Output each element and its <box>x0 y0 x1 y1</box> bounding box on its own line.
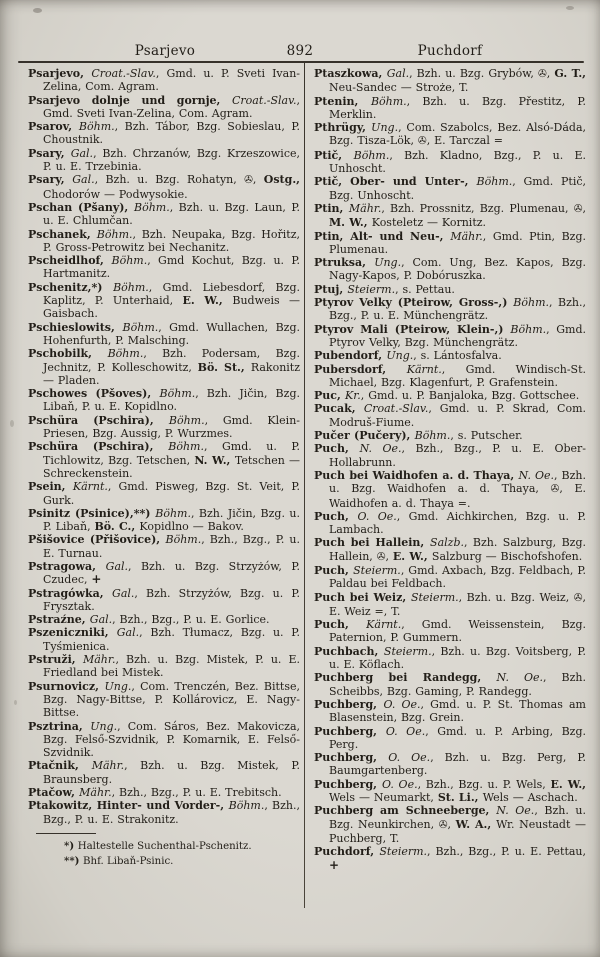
region-abbrev: Böhm. <box>134 200 170 214</box>
entry-text: , Bzh. Salzburg, Bzg. Hallein, <box>329 536 586 563</box>
place-name: Pszeniczniki, <box>28 626 117 640</box>
left-column <box>28 67 300 870</box>
region-abbrev: Steierm. <box>383 644 432 658</box>
region-abbrev: O. Oe. <box>388 751 431 765</box>
entry-text: , Gmd. Windisch-St. Michael, Bzg. Klagenfurt, P. Grafenstein. <box>329 362 586 389</box>
gazetteer-entry <box>314 645 586 672</box>
place-name: Puchberg am Schneeberge, <box>314 804 497 818</box>
entry-text: , <box>385 549 393 563</box>
winged-wheel-icon: ✇ <box>537 68 547 80</box>
cross-icon: + <box>91 572 102 587</box>
entry-text: Wr. Neustadt — Puchberg, T. <box>329 817 586 845</box>
gazetteer-entry <box>28 201 300 228</box>
place-name: Pschobilk, <box>28 347 108 361</box>
entry-text: , Bzh., Bzg., P. u. E. Strakonitz. <box>43 799 300 826</box>
winged-wheel-icon: ✇ <box>550 483 560 496</box>
entry-text: , Gmd. u. P. Banjaloka, Bzg. Gottschee. <box>360 389 580 403</box>
railway-code: E. W., <box>550 777 586 791</box>
entry-text: , Bzh., Bzg., P. u. E. Gorlice. <box>112 613 270 627</box>
entry-text: , Bzh. u. Bzg. Mistek, P. Braunsberg. <box>43 759 300 786</box>
entry-text: , Bzh. u. Bzg. Přestitz, P. Merklin. <box>329 94 586 121</box>
place-name: Psein, <box>28 480 73 494</box>
place-name: Pucak, <box>314 402 364 416</box>
entry-text: Haltestelle Suchenthal-Pschenitz. <box>77 841 252 853</box>
gazetteer-entry <box>314 67 586 95</box>
region-abbrev: Böhm. <box>353 148 390 162</box>
region-abbrev: Böhm. <box>228 799 265 813</box>
place-name: Psary, <box>28 173 73 187</box>
entry-text: , Gmd. Liebesdorf, Bzg. Kaplitz, P. Unterhaid, <box>43 280 300 308</box>
gazetteer-entry <box>28 281 300 321</box>
place-name: Pstraźne, <box>28 613 90 627</box>
entry-text: , Gmd. Aichkirchen, Bzg. u. P. Lambach. <box>329 509 586 537</box>
region-abbrev: O. Oe. <box>382 777 418 791</box>
gazetteer-entry <box>314 698 586 725</box>
entry-text: Kosteletz — Kornitz. <box>371 216 487 230</box>
place-name: Puchberg, <box>314 777 382 791</box>
entry-text: , Bzh., Bzg., P. u. E. Pettau, <box>427 845 587 859</box>
entry-text: , E. Weiz =, T. <box>329 590 587 618</box>
gazetteer-entry <box>314 845 586 872</box>
place-name: Pschüra (Pschira), <box>28 413 169 427</box>
region-abbrev: Mähr. <box>91 759 125 773</box>
region-abbrev: Mähr. <box>348 201 382 215</box>
entry-text: , Gmd. Wullachen, Bzg. Hohenfurth, P. Malsching. <box>43 320 300 347</box>
place-name: Pschieslowits, <box>28 320 123 334</box>
gazetteer-entry <box>28 786 300 799</box>
entry-text: , Com. Trenczén, Bez. Bittse, Bzg. Nagy-Bittse, P. Kollárovicz, E. Nagy-Bittse. <box>43 679 300 720</box>
entry-text: , Bzh. u. Bzg. Waidhofen a. d. Thaya, <box>329 468 586 496</box>
entry-text: , Gmd. u. P. Tichlowitz, Bzg. Tetschen, <box>43 440 300 467</box>
region-abbrev: Böhm. <box>155 506 191 520</box>
region-abbrev: Mähr. <box>82 653 116 667</box>
place-name: Psarov, <box>28 120 79 134</box>
place-name: Puch bei Hallein, <box>314 536 431 550</box>
entry-text: Chodorów — Podwysokie. <box>43 187 188 201</box>
region-abbrev: Ung. <box>386 349 414 363</box>
scan-speck <box>10 420 14 427</box>
region-abbrev: Gal. <box>116 626 140 640</box>
gazetteer-entry <box>314 618 586 645</box>
entry-text: , Bzh., Bzg., P. u. E. Turnau. <box>43 533 300 560</box>
entry-text: , Gmd. u. P. Sveti Ivan-Zelina, Com. Agram. <box>43 67 300 94</box>
scan-speck <box>14 700 17 705</box>
gazetteer-entry <box>314 469 586 510</box>
gazetteer-entry <box>314 751 586 778</box>
gazetteer-entry <box>28 228 300 255</box>
entry-text: , Bzh. Jičin, Bzg. Libaň, P. u. E. Kopidlno. <box>43 387 300 414</box>
entry-text: Neu-Sandec — Stroże, T. <box>329 81 469 95</box>
place-name: Puchberg, <box>314 697 384 711</box>
region-abbrev: Ung. <box>374 256 402 270</box>
entry-text: , E. Tarczal = <box>426 134 503 148</box>
entry-text: , Gmd Kochut, Bzg. u. P. Hartmanitz. <box>43 254 301 281</box>
place-name: Ptaszkowa, <box>314 67 387 80</box>
region-abbrev: Böhm. <box>165 533 202 547</box>
region-abbrev: Böhm. <box>159 387 196 401</box>
region-abbrev: Böhm. <box>370 94 407 108</box>
gazetteer-entry <box>28 67 300 94</box>
gazetteer-entry <box>28 680 300 720</box>
gazetteer-entry <box>314 591 586 619</box>
region-abbrev: Böhm. <box>78 120 115 134</box>
region-abbrev: Mähr. <box>450 229 483 243</box>
region-abbrev: Gal. <box>70 146 94 160</box>
place-name: Ptyrov Velky (Pteirow, Gross-,) <box>314 296 514 310</box>
running-header <box>0 43 600 61</box>
region-abbrev: Böhm. <box>168 413 205 427</box>
region-abbrev: Böhm. <box>414 429 451 443</box>
railway-code: G. T., <box>554 67 586 80</box>
place-name: Psary, <box>28 146 71 160</box>
region-abbrev: Steierm. <box>353 563 401 577</box>
entry-text: Kopidlno — Bakov. <box>139 520 244 534</box>
region-abbrev: Böhm. <box>168 440 204 454</box>
gazetteer-entry <box>28 440 300 480</box>
place-name: Puch, <box>314 442 360 456</box>
gazetteer-entry <box>28 414 300 441</box>
region-abbrev: Gal. <box>105 559 129 573</box>
gazetteer-entry <box>28 254 300 281</box>
gazetteer-entry <box>314 363 586 390</box>
gazetteer-entry <box>28 720 300 760</box>
gazetteer-entry <box>314 175 586 202</box>
entry-text: , Bzh. Podersam, Bzg. Jechnitz, P. Kolleschowitz, <box>43 347 300 374</box>
gazetteer-entry <box>314 149 586 176</box>
region-abbrev: Steierm. <box>410 590 459 604</box>
region-abbrev: Böhm. <box>476 175 513 189</box>
gazetteer-entry <box>314 402 586 429</box>
entry-text: , <box>546 67 555 80</box>
place-name: Ptič, Ober- und Unter-, <box>314 175 477 189</box>
railway-code: Ostg., <box>263 173 300 187</box>
place-name: Puchberg, <box>314 751 389 765</box>
place-name: Psarjevo, <box>28 67 92 80</box>
entry-text: , s. Lántosfalva. <box>413 349 502 363</box>
header-keyword-right: Puchdorf <box>417 43 483 59</box>
entry-text: , Bzh. u. Bzg. Voitsberg, P. u. E. Köflach. <box>329 644 586 672</box>
footnote-rule <box>36 833 96 834</box>
entry-text: , Gmd. u. P. Arbing, Bzg. Perg. <box>329 724 587 751</box>
place-name: Psurnovicz, <box>28 679 105 693</box>
region-abbrev: Böhm. <box>122 320 159 334</box>
railway-code: W. A., <box>455 817 497 831</box>
entry-text: , <box>252 173 264 187</box>
place-name: *) <box>64 840 78 853</box>
gazetteer-entry <box>28 653 300 680</box>
gazetteer-entry <box>28 347 300 387</box>
gazetteer-entry <box>28 147 300 174</box>
place-name: Ptačnik, <box>28 759 92 773</box>
gazetteer-entry <box>28 626 300 653</box>
place-name: Ptakowitz, Hinter- und Vorder-, <box>28 799 229 813</box>
railway-code: Bö. St., <box>197 360 251 374</box>
region-abbrev: Böhm. <box>513 296 549 310</box>
region-abbrev: N. Oe. <box>359 442 402 456</box>
entry-text: , Bzh. Strzyżów, Bzg. u. P. Frysztak. <box>43 586 300 613</box>
gazetteer-entry <box>314 349 586 362</box>
scan-speck <box>566 6 574 10</box>
gazetteer-entry <box>28 613 300 626</box>
region-abbrev: Gal. <box>112 586 135 600</box>
winged-wheel-icon: ✇ <box>244 174 253 187</box>
entry-text: , Bzh. Scheibbs, Bzg. Gaming, P. Randegg. <box>329 671 587 698</box>
page-number: 892 <box>286 43 314 59</box>
region-abbrev: Böhm. <box>113 280 149 294</box>
entry-text: , Bzh. u. Bzg. Rohatyn, <box>94 173 245 187</box>
railway-code: Bö. C., <box>94 520 140 534</box>
region-abbrev: Ung. <box>104 679 132 693</box>
place-name: Psarjevo dolnje und gornje, <box>28 93 232 107</box>
gazetteer-entry <box>28 387 300 414</box>
region-abbrev: Böhm. <box>111 254 148 268</box>
gazetteer-entry <box>314 429 586 442</box>
header-rule <box>18 61 584 63</box>
gazetteer-entry <box>314 778 586 805</box>
region-abbrev: Böhm. <box>510 322 547 336</box>
entry-text: Salzburg — Bischofshofen. <box>431 549 583 563</box>
winged-wheel-icon: ✇ <box>438 818 448 831</box>
footnote <box>28 840 300 853</box>
place-name: Ptenin, <box>314 94 371 108</box>
place-name: Pstragowa, <box>28 559 106 573</box>
region-abbrev: Mähr. <box>79 786 112 800</box>
place-name: Ptič, <box>314 148 354 162</box>
region-abbrev: Gal. <box>72 173 95 187</box>
entry-text: , Gmd. Ptyrov Velky, Bzg. Münchengrätz. <box>329 322 586 349</box>
gazetteer-entry <box>314 442 586 469</box>
entry-text: , Gmd. Ptin, Bzg. Plumenau. <box>329 229 586 256</box>
gazetteer-entry <box>314 804 586 845</box>
place-name: Pschowes (Pšoves), <box>28 387 160 401</box>
region-abbrev: Kärnt. <box>366 618 402 632</box>
entry-text: , Bzh. Kladno, Bzg., P. u. E. Unhoscht. <box>329 148 586 176</box>
region-abbrev: O. Oe. <box>383 697 421 711</box>
entry-text: , s. Putscher. <box>450 429 523 443</box>
entry-text: , s. Pettau. <box>395 282 455 296</box>
gazetteer-entry <box>314 95 586 122</box>
place-name: Ptruksa, <box>314 256 375 270</box>
entry-text: , <box>447 817 456 831</box>
gazetteer-entry <box>314 536 586 564</box>
entry-text: , E. Waidhofen a. d. Thaya =. <box>329 482 587 510</box>
place-name: Pstragówka, <box>28 586 113 600</box>
header-keyword-left: Psarjevo <box>134 43 196 59</box>
place-name: Ptin, Alt- und Neu-, <box>314 229 451 243</box>
place-name: Puch, <box>314 563 354 577</box>
entry-text: Wels — Aschach. <box>482 791 578 805</box>
entry-text: , Bzh., Bzg., P. u. E. Trebitsch. <box>111 786 282 800</box>
entry-text: , Bzh. u. Bzg. Neunkirchen, <box>329 804 586 831</box>
region-abbrev: Salzb. <box>430 536 464 550</box>
place-name: Pschenitz,*) <box>28 280 114 294</box>
winged-wheel-icon: ✇ <box>573 202 583 215</box>
region-abbrev: N. Oe. <box>518 468 555 482</box>
region-abbrev: Kärnt. <box>72 480 108 494</box>
gazetteer-entry <box>314 121 586 149</box>
place-name: Pscheidlhof, <box>28 254 112 268</box>
entry-text: , Gmd. Weissenstein, Bzg. Paternion, P. Gummern. <box>329 618 586 645</box>
region-abbrev: Ung. <box>90 719 118 733</box>
gazetteer-entry <box>28 94 300 121</box>
gazetteer-entry <box>28 533 300 560</box>
gazetteer-entry <box>28 799 300 826</box>
entry-text: , Com. Szabolcs, Bez. Alsó-Dáda, Bzg. Tisza-Lök, <box>329 121 587 148</box>
region-abbrev: Steierm. <box>379 845 428 859</box>
place-name: Pthrügy, <box>314 121 372 135</box>
gazetteer-entry <box>314 323 586 350</box>
region-abbrev: Gal. <box>89 613 113 627</box>
place-name: Puch bei Waidhofen a. d. Thaya, <box>314 468 519 482</box>
gazetteer-entry <box>314 202 586 230</box>
region-abbrev: Böhm. <box>107 347 144 361</box>
place-name: Ptin, <box>314 201 349 215</box>
place-name: Ptačow, <box>28 786 80 800</box>
gazetteer-entry <box>28 507 300 534</box>
gazetteer-entry <box>314 230 586 257</box>
scan-speck <box>33 8 42 13</box>
place-name: Puch bei Weiz, <box>314 590 411 604</box>
entry-text: , Bzh. Chrzanów, Bzg. Krzeszowice, P. u. E. Trzebinia. <box>43 146 300 174</box>
region-abbrev: N. Oe. <box>496 671 544 685</box>
gazetteer-entry <box>314 725 586 752</box>
gazetteer-entry <box>28 173 300 201</box>
footnote <box>28 855 300 868</box>
column-divider-rule <box>304 63 305 908</box>
gazetteer-entry <box>314 283 586 296</box>
entry-text: , Gmd. u. P. Skrad, Com. Modruš-Fiume. <box>329 402 586 429</box>
place-name: Ptuj, <box>314 282 348 296</box>
gazetteer-entry <box>314 510 586 537</box>
entry-text: , Bzh., Bzg., P. u. E. Ober-Hollabrunn. <box>329 442 586 469</box>
region-abbrev: Steierm. <box>347 282 396 296</box>
place-name: **) <box>64 855 84 868</box>
cross-icon: + <box>329 857 340 872</box>
entry-text: , Com. Sáros, Bez. Makovicza, Bzg. Felső-Szvidnik, P. Komarnik, E. Felső-Szvidnik. <box>43 719 301 760</box>
place-name: Pubendorf, <box>314 349 387 363</box>
gazetteer-entry <box>28 321 300 348</box>
gazetteer-entry <box>28 587 300 614</box>
place-name: Puch, <box>314 618 367 632</box>
entry-text: , Bzh. u. Bzg. Weiz, <box>458 590 574 604</box>
gazetteer-entry <box>28 560 300 587</box>
entry-text: , Bzh. Tłumacz, Bzg. u. P. Tyśmienica. <box>43 626 300 653</box>
place-name: Pschüra (Pschira), <box>28 440 169 454</box>
gazetteer-entry <box>314 564 586 591</box>
place-name: Pšišovice (Přišovice), <box>28 533 166 547</box>
place-name: Puchdorf, <box>314 845 380 859</box>
entry-text: , Gmd. Klein-Priesen, Bzg. Aussig, P. Wurzmes. <box>43 413 300 441</box>
place-name: Puchberg, <box>314 724 386 738</box>
gazetteer-entry <box>314 296 586 323</box>
right-column <box>314 67 586 872</box>
winged-wheel-icon: ✇ <box>573 591 583 604</box>
gazetteer-entry <box>28 759 300 786</box>
entry-text: , Bzh. Prossnitz, Bzg. Plumenau, <box>381 201 574 215</box>
entry-text: , Bzh. Neupaka, Bzg. Hořitz, P. Gross-Petrowitz bei Nechanitz. <box>43 227 301 254</box>
place-name: Ptyrov Mali (Pteirow, Klein-,) <box>314 322 511 336</box>
entry-text: , Bzh. Jičin, Bzg. u. P. Libaň, <box>43 506 300 534</box>
entry-text: , Gmd. Ptič, Bzg. Unhoscht. <box>329 175 586 202</box>
region-abbrev: Gal. <box>386 67 410 80</box>
gazetteer-entry <box>314 671 586 698</box>
region-abbrev: Kr. <box>345 389 361 403</box>
entry-text: , Gmd. Sveti Ivan-Zelina, Com. Agram. <box>43 93 300 120</box>
entry-text: , Gmd. Pisweg, Bzg. St. Veit, P. Gurk. <box>43 480 301 507</box>
region-abbrev: O. Oe. <box>357 509 397 523</box>
entry-text: , Com. Ung, Bez. Kapos, Bzg. Nagy-Kapos, P. Dobóruszka. <box>329 256 586 283</box>
place-name: Pschan (Pšany), <box>28 200 135 214</box>
gazetteer-entry <box>314 389 586 402</box>
entry-text: , Bzh. u. Bzg. Strzyżów, P. Czudec, <box>43 559 300 587</box>
railway-code: St. Li., <box>437 791 483 805</box>
region-abbrev: N. Oe. <box>496 804 535 818</box>
place-name: Puc, <box>314 389 346 403</box>
entry-text: , Bzh., Bzg. u. P. Wels, <box>417 777 551 791</box>
region-abbrev: Croat.-Slav. <box>363 402 429 416</box>
entry-text: , Bzh. Tábor, Bzg. Sobieslau, P. Choustnik. <box>43 120 301 147</box>
place-name: Pučer (Pučery), <box>314 429 415 443</box>
entry-text: Wels — Neumarkt, <box>329 791 438 805</box>
entry-text: Budweis — Gaisbach. <box>43 294 300 321</box>
place-name: Pstruži, <box>28 653 83 667</box>
winged-wheel-icon: ✇ <box>417 135 427 148</box>
entry-text: Bhf. Libaň-Psinic. <box>83 856 174 868</box>
place-name: Puch, <box>314 509 358 523</box>
entry-text: , <box>582 201 586 215</box>
railway-code: N. W., <box>194 453 235 467</box>
railway-code: M. W., <box>329 216 372 230</box>
entry-text: , Bzh. u. Bzg. Grybów, <box>409 67 538 80</box>
entry-text: , Gmd. u. P. St. Thomas am Blasenstein, Bzg. Grein. <box>329 697 586 725</box>
railway-code: E. W., <box>392 549 432 563</box>
entry-text: Tetschen — Schreckenstein. <box>43 453 300 480</box>
region-abbrev: Croat.-Slav. <box>231 93 297 107</box>
railway-code: E. W., <box>182 294 233 308</box>
entry-text: , Bzh. u. Bzg. Perg, P. Baumgartenberg. <box>329 751 586 778</box>
region-abbrev: Ung. <box>371 121 399 135</box>
region-abbrev: O. Oe. <box>385 724 426 738</box>
region-abbrev: Böhm. <box>96 227 133 241</box>
entry-text: , Gmd. Axbach, Bzg. Feldbach, P. Paldau bei Feldbach. <box>329 563 586 591</box>
place-name: Puchberg bei Randegg, <box>314 671 497 685</box>
entry-text: , Bzh., Bzg., P. u. E. Münchengrätz. <box>329 296 586 323</box>
winged-wheel-icon: ✇ <box>376 550 386 563</box>
region-abbrev: Croat.-Slav. <box>91 67 156 80</box>
place-name: Pschanek, <box>28 227 97 241</box>
gazetteer-entry <box>28 120 300 147</box>
entry-text: Rakonitz — Pladen. <box>43 360 301 387</box>
place-name: Puchbach, <box>314 644 384 658</box>
entry-text: , Bzh. u. Bzg. Mistek, P. u. E. Friedland bei Mistek. <box>43 653 301 680</box>
entry-text: , Bzh. u. Bzg. Laun, P. u. E. Chlumčan. <box>43 200 300 228</box>
place-name: Pubersdorf, <box>314 362 407 376</box>
place-name: Psztrina, <box>28 719 91 733</box>
gazetteer-entry <box>314 256 586 283</box>
gazetteer-entry <box>28 480 300 507</box>
place-name: Psinitz (Psinice),**) <box>28 506 156 520</box>
region-abbrev: Kärnt. <box>406 362 442 376</box>
